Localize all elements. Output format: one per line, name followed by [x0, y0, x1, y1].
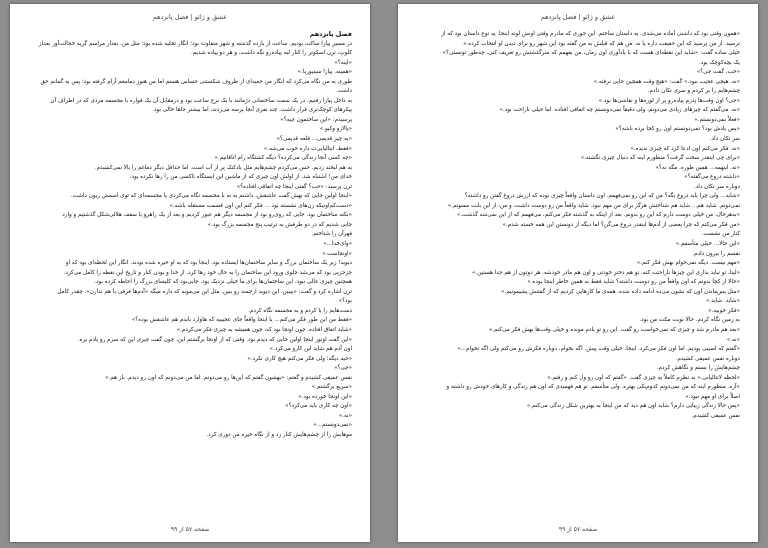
text-line: موهایش را از چشم‌هایش کنار زد و از نگاه خیره من دوری کرد. — [206, 431, 352, 438]
text-line: اصلاً برای او مهم نبود.» — [685, 393, 740, 400]
text-line: «شاید... ولی چرا باید دروغ بگه؟ من که این رو نمی‌فهمم. اون داستان واقعاً چیزی بوده که ارزش دروغ گفتن رو داشته؟ — [464, 193, 740, 200]
text-line: «پس حالا زندگی زیبایی دارم؟ شاید اون هم دید که من اینجا به بهترین شکل زندگی می‌کنم.» — [526, 403, 740, 410]
text-line: به زمین نگاه کردم. حالا نوبت مکث من بود. — [639, 317, 740, 324]
text-line: «لحظه لانتالیانی.» به نظرم کاملاً یه چیزی گفت. «گفتم که اون رو ول کنم و رفتم.» — [547, 374, 740, 381]
text-line: دوباره نفس عمیقی کشیدم. — [675, 355, 740, 362]
text-line: «نکته ساختمان بود. جایی که روی‌رو بود از مجسمه دیگر هم عبور کردیم و بعد از یک راهرو یا سقف هلالی‌شکل گذشتیم و وارد — [62, 212, 352, 219]
text-line: «من فکر می‌کنم که چرا بعضی از آدم‌ها اینقدر دروغ می‌گن؟ اما دیگه از دونستن این همه خسته شدم.» — [502, 221, 740, 228]
page-footer: صفحه ۵۷ از ۹۹ — [170, 526, 210, 533]
text-line: «حالا از کجا بدونم که اون واقعاً من رو دوست داشته؟ شاید فقط به همین خاطر اینجا بوده.» — [527, 279, 740, 286]
text-line: نفس عمیقی کشیدم و گفتم: «بهشون گفتم که این‌ها رو می‌دونم. اما من می‌دونم که اون رو دیدم. باز هم.» — [105, 374, 352, 381]
text-line: «پالازو وکیو.» — [319, 126, 352, 133]
text-line: پیکرهای کوچک‌تری قرار داشت. چند نفری آنجا پرسه می‌زدند، اما بیشتر جاها خالی بود. — [152, 107, 352, 114]
text-block — [28, 40, 352, 441]
text-line: ترسید. از من پرسید که این حقیقت داره یا نه. من هم که قبلش به من گفته بود این شهر رو برای دیدن او انتخاب کرده.» — [463, 40, 740, 47]
text-line: «داشته دروغ می‌گفته؟» — [684, 174, 740, 181]
text-line: چشم‌هایش را بستم و نگاهش کردم. — [656, 365, 740, 372]
text-line: نمی‌دونم. شاید هم... شاید هم شناختش هرگز برای من مهم نبود. شاید واقعاً من رو دوست داشت، و من، از این بابت ممنونم.» — [447, 202, 740, 209]
text-line: نفس عمیقی کشیدم. — [691, 412, 740, 419]
text-line: نفسم را بیرون دادم. — [692, 250, 740, 257]
text-line: «همون وقتی بود که داشتی آماده می‌شدی. یه داستان ساختم. این جوری که مادرم وقتی اونش لونه اینجا. یه نوع داستان بود که از — [441, 31, 740, 37]
text-line: «خب، گفت چی؟» — [696, 69, 740, 76]
text-line: دوباره سر تکان داد. — [694, 183, 740, 190]
text-line: «نه. می‌گفتم که چیزهای زیادی می‌دونم، ولی دقیقاً نمی‌دونستم چه اتفاقی افتاده. اما خیلی ناراحت بود.» — [499, 107, 740, 114]
text-line: «نه. فکر می‌کنم اون ادعا کرد که چیزی ندیده.» — [630, 145, 740, 152]
text-line: «نه. اینهمه... همین طوره. مگه نه؟» — [655, 164, 740, 171]
text-line: به هم لبخند زدیم. حس می‌کردم چشم‌هایم مثل بادکنک پر از آب است. اما حداقل دیگر دماغم را بالا نمی‌کشیدم. — [94, 164, 352, 171]
page-header: عشق و ژائو | فصل پانزدهم — [152, 13, 228, 21]
text-line: «دست‌کم‌اونیکه زن‌های نشسته بود ... فکر کنم این اون قسمت مستقله باشه.» — [169, 202, 352, 209]
text-line: «چی؟» — [334, 365, 352, 372]
text-line: به داخل پیازا رفتیم. در یک سمت ساختمانی دژمانند با یک برج ساعت بود و درمقابل آن یک فواره با مجسمه مردی که در اطراف آن — [50, 97, 352, 104]
text-line: «نه.» — [338, 412, 352, 419]
text-line: «نه.» — [726, 336, 740, 343]
text-line: «وای‌خدا...» — [323, 241, 352, 248]
text-line: «این اونجا خورده بود.» — [298, 393, 352, 400]
text-line: «اینه؟» — [334, 59, 352, 66]
text-line: در مسیر پیازا ساکت بودیم. ساعت از یازده گذشته و شهر متفاوت بود؛ انگار تخلیه شده بود؛ مثل من. بعداز مراسم گریه خجالت‌آور بعداز — [38, 40, 352, 47]
text-line: «برای چی اینقدر سخت گرفت؟ منظورم اینه که دنبال چیزی نگشته.» — [580, 155, 740, 162]
text-line: فهرآن را شناختم. — [311, 231, 352, 238]
text-line: «یه چیز قدیمی... قلعه قدیمی؟» — [276, 136, 352, 143]
text-line: خیلی ساده گفت: «شاید این نقطه‌ای هست که با یادآوری اون زمان، من بفهمم که سرگذشتش رو تعریف کنی. چه‌طور تونستی؟» — [442, 50, 740, 57]
text-line: جایی شدیم که در دو طرفش به ترتیب پنج مجسمه بزرگ بود.» — [207, 221, 352, 228]
text-line: «شاید. شاید.» — [706, 298, 740, 305]
text-line: «فکر خوبیه.» — [708, 307, 740, 314]
text-line: «این گفت اونور اینجا اولین جایی که دیدم بود. وقتی که از اونجا برگشتم این، چون گفت چیزی این که سرم رو یادم بره. — [77, 336, 352, 343]
text-line: «نه. هیچی عجیب نبود.» گفت: «هیچ وقت همچین جایی نرفته.» — [593, 78, 740, 85]
text-line: «اون چه کاری باید می‌کرد؟» — [285, 403, 352, 410]
text-line: «چه کسی آنجا زندگی می‌کرده؟ دیگه کشتگاه رام اتاقانیم.» — [214, 155, 352, 162]
text-line: «مهم نیست. دیگه نمی‌خوام بهش فکر کنم.» — [636, 260, 740, 267]
text-line: «لینا، تو نباید بذاری این چیزها ناراحتت کنه. تو هم دختر خودتی و اون هم مادر خودشه. هر دوتون از هم جدا هستین.» — [472, 269, 740, 276]
text-line: چشم‌هایم را بر کردم و سری تکان دادم. — [647, 88, 740, 95]
text-line: «مثل پس‌ماندن اون که نشون می‌ده ادامه داده شده. همه‌ی ما کارهایی کردیم که از گفتنش پشیمونیم.» — [501, 288, 740, 295]
text-line: دست‌هایم را با کردم و به مجسمه نگاه کردم. — [248, 307, 352, 314]
text-line: «فعلاً نمی‌دونستم.» — [694, 116, 740, 123]
chapter-title: فصل پانزدهم — [309, 30, 352, 38]
text-line: «بعد هم‌ مادرم شد و چیزی که نمی‌خواست رو گفت. این رو تو یادم مونده و خیلی وقت‌ها بهش فکر می‌کنم.» — [488, 326, 740, 333]
text-line: کلوپ، ترن اسکوتر را کنار لبه پیاده‌رو نگه داشت، و هر دو پیاده شدیم. — [190, 50, 352, 57]
text-line: بود؟» — [338, 298, 352, 305]
text-line: «اینجا اولین جایی که بهش گفت عاشقش، داشتم به نه با مجسمه نگاه می‌کردی یا مجسمه‌ای که توی اسمش ریون داشت. — [70, 193, 352, 200]
text-line: ترن پرسید: «حب؟ گفتی اینجا چه اتفاقی افتاده؟» — [236, 183, 352, 190]
text-line: همچنین چیزی عالی نبود. این ساختمان‌ها برای ما خیلی نزدیک بود. جایی‌بود که کلیسای بزرگ را احاطه کرده بود. — [94, 279, 352, 286]
text-line: داشت. — [335, 88, 352, 95]
text-line: یک بچه‌کوچک بود. — [698, 59, 740, 66]
page-body — [416, 30, 740, 514]
text-line: کنار من نشست. — [701, 231, 740, 238]
page-header: عشق و ژائو | فصل پانزدهم — [540, 13, 616, 21]
text-line: دیوید! زیر یک ساختمان بزرگ و سایر ساختمان‌ها ایستاده بود. اینجا بود که به او خیره شده بودند. انگار این لحظه‌ای بود که او — [65, 260, 352, 267]
page-body — [28, 30, 352, 514]
text-line: «به‌هرحال، من خیلی دوست دارم که این رو بدونم. بعد از اینکه به گذشته فکر می‌کنم، می‌فهمم که از این نمی‌شه گذشت.» — [456, 212, 740, 219]
document-page-left — [10, 4, 370, 542]
text-line: «همینه. پیازا سینیوریا.» — [297, 69, 352, 76]
text-line: «این حالا... خیلی متأسفم.» — [675, 241, 740, 248]
text-line: خدای من! اشتباه شد. از اولش اون چیزی که از ماشین این ایستگاه تاکسی من را رها نکرده بود. — [129, 174, 352, 181]
text-line: «حیه دیگه؛ ولی فکر می‌کنم هیچ کاری نکرد.» — [247, 355, 352, 362]
text-line: «فقط، ایتالیایی‌ت داره خوب می‌شه.» — [263, 145, 352, 152]
document-page-right — [398, 4, 758, 542]
text-line: «آره. منظورم اینه که من نمی‌دونم کدوم‌یکی بهتره. ولی متأسفم. تو هم فهمیدی که اون هم زندگی و کارهای خودش رو داشته و — [446, 384, 740, 391]
text-line: اون آدم هم شاید این کارو می‌کرد.» — [269, 346, 352, 353]
text-line: «نمی‌دونستم...» — [313, 422, 352, 429]
text-line: جزجزیی بود که می‌شد جلوی ورود این ساختمان را به حال خود رها کرد. از خدا و بودن کنار و تاریخ این نقطه را کامل می‌کرد. — [63, 269, 352, 276]
text-line: «جی؟ اون وقت‌ها پدرم پیاده‌رو پر از لوزه‌ها و نقاشی‌ها بود.» — [598, 97, 740, 104]
text-line: «سریع برگشتم.» — [311, 384, 352, 391]
text-line: «فقط من این طور فکر می‌کنم... یا اینجا واقعاً جای عجیبیه که هاوارد بایدم‌ هم عاشقش بوده؟» — [131, 317, 352, 324]
text-line: «اونجاست.» — [322, 250, 352, 257]
text-line: ترن اشاره کرد و گفت: «بیبین، این دیوید ارجمند رو ببین. مثل این می‌مونه که داره میگه «آدم‌ها فرقی با هم ندارن». چقدر کامل — [57, 288, 352, 295]
page-footer: صفحه ۵۷ از ۹۹ — [558, 526, 598, 533]
text-block — [416, 30, 740, 421]
text-line: «پس یادش بود؟ نمی‌دونستم اون رو کجا برده باشه؟» — [615, 126, 740, 133]
text-line: «گفتم که اسیبی بودیم. اما اون فکر می‌کرد. اینجا، خیلی وقت پیش. اگه بخوام، دوباره فکرش رو می‌کنم ولی اگه نخوام...» — [457, 346, 740, 353]
text-line: پرسیدم: «این ساختمون چیه؟» — [280, 116, 352, 123]
text-line: «شاید اتفاق افتاده. چون اونجا بود که، چون همیشه به چیزی فکر می‌کردم.» — [176, 326, 352, 333]
text-line: سر تکان داد. — [709, 136, 740, 143]
text-line: طوری به من نگاه می‌کرد که انگار من جعبه‌ای از ظروف شکستنی حساس هستم اما من هنوز دمامغم آرام گرفته بود؛ پس به گمانم حق — [40, 78, 352, 85]
